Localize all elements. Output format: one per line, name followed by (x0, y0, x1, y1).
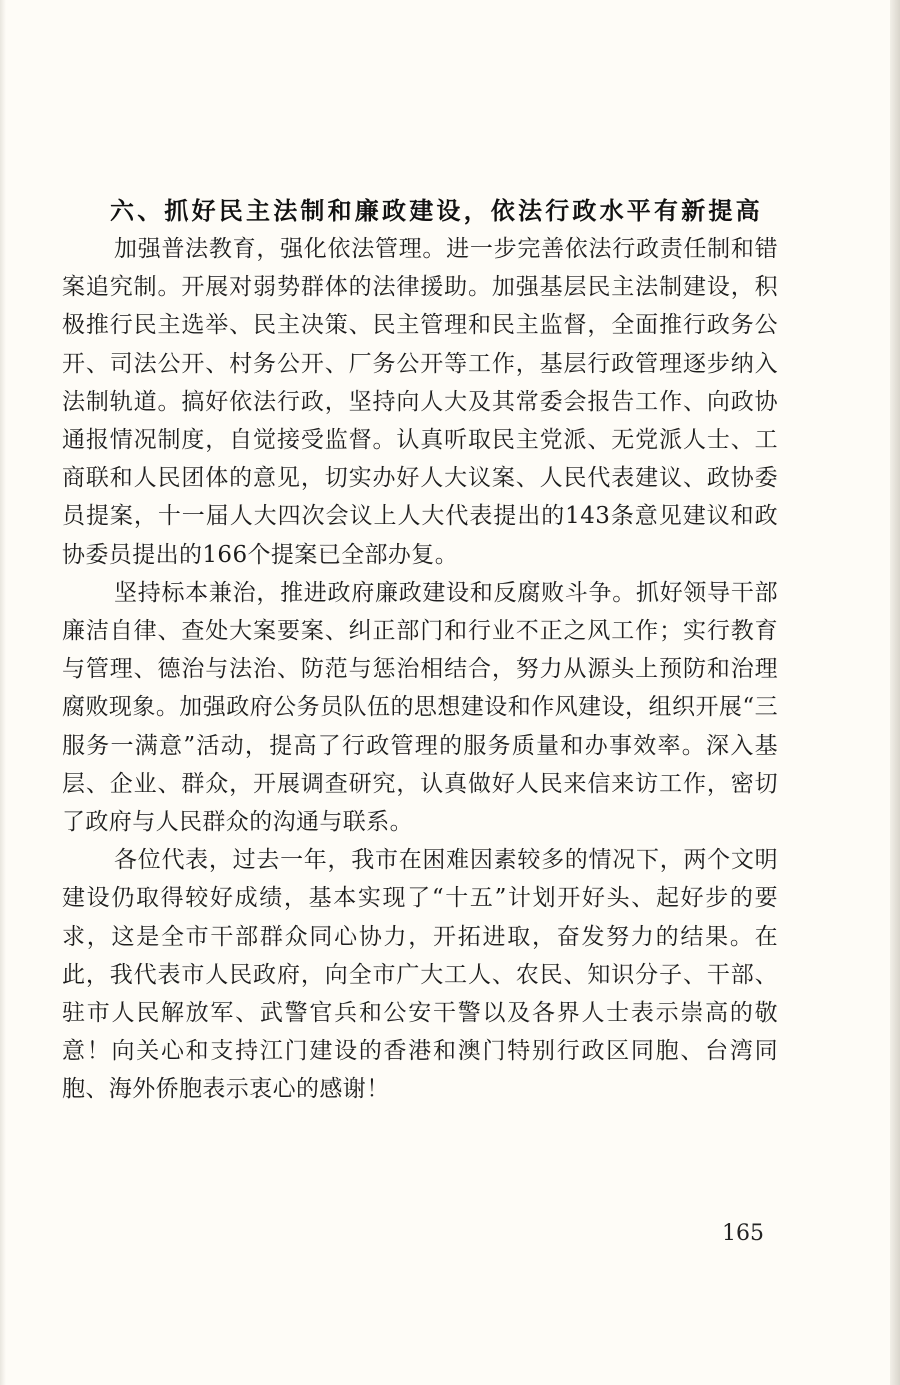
section-heading: 六、抓好民主法制和廉政建设，依法行政水平有新提高 (110, 197, 763, 225)
page-left-edge (0, 0, 6, 1385)
text-block (62, 193, 778, 1109)
page-right-edge (890, 0, 900, 1385)
page-number: 165 (722, 1221, 764, 1246)
paragraph-closing-thanks: 各位代表，过去一年，我市在困难因素较多的情况下，两个文明建设仍取得较好成绩，基本实现了“十五”计划开好头、起好步的要求，这是全市干部群众同心协力，开拓进取，奋发努力的结果。在此，我代表市人民政府，向全市广大工人、农民、知识分子、干部、驻市人民解放军、武警官兵和公安干警以及各界人士表示崇高的敬意！向关心和支持江门建设的香港和澳门特别行政区同胞、台湾同胞、海外侨胞表示衷心的感谢！ (62, 847, 778, 1103)
paragraph-legal-system: 加强普法教育，强化依法管理。进一步完善依法行政责任制和错案追究制。开展对弱势群体的法律援助。加强基层民主法制建设，积极推行民主选举、民主决策、民主管理和民主监督，全面推行政务公开、司法公开、村务公开、厂务公开等工作，基层行政管理逐步纳入法制轨道。搞好依法行政，坚持向人大及其常委会报告工作、向政协通报情况制度，自觉接受监督。认真听取民主党派、无党派人士、工商联和人民团体的意见，切实办好人大议案、人民代表建议、政协委员提案，十一届人大四次会议上人大代表提出的143条意见建议和政协委员提出的166个提案已全部办复。 (62, 236, 778, 568)
paragraph-anti-corruption: 坚持标本兼治，推进政府廉政建设和反腐败斗争。抓好领导干部廉洁自律、查处大案要案、纠正部门和行业不正之风工作；实行教育与管理、德治与法治、防范与惩治相结合，努力从源头上预防和治理腐败现象。加强政府公务员队伍的思想建设和作风建设，组织开展“三服务一满意”活动，提高了行政管理的服务质量和办事效率。深入基层、企业、群众，开展调查研究，认真做好人民来信来访工作，密切了政府与人民群众的沟通与联系。 (62, 579, 778, 836)
